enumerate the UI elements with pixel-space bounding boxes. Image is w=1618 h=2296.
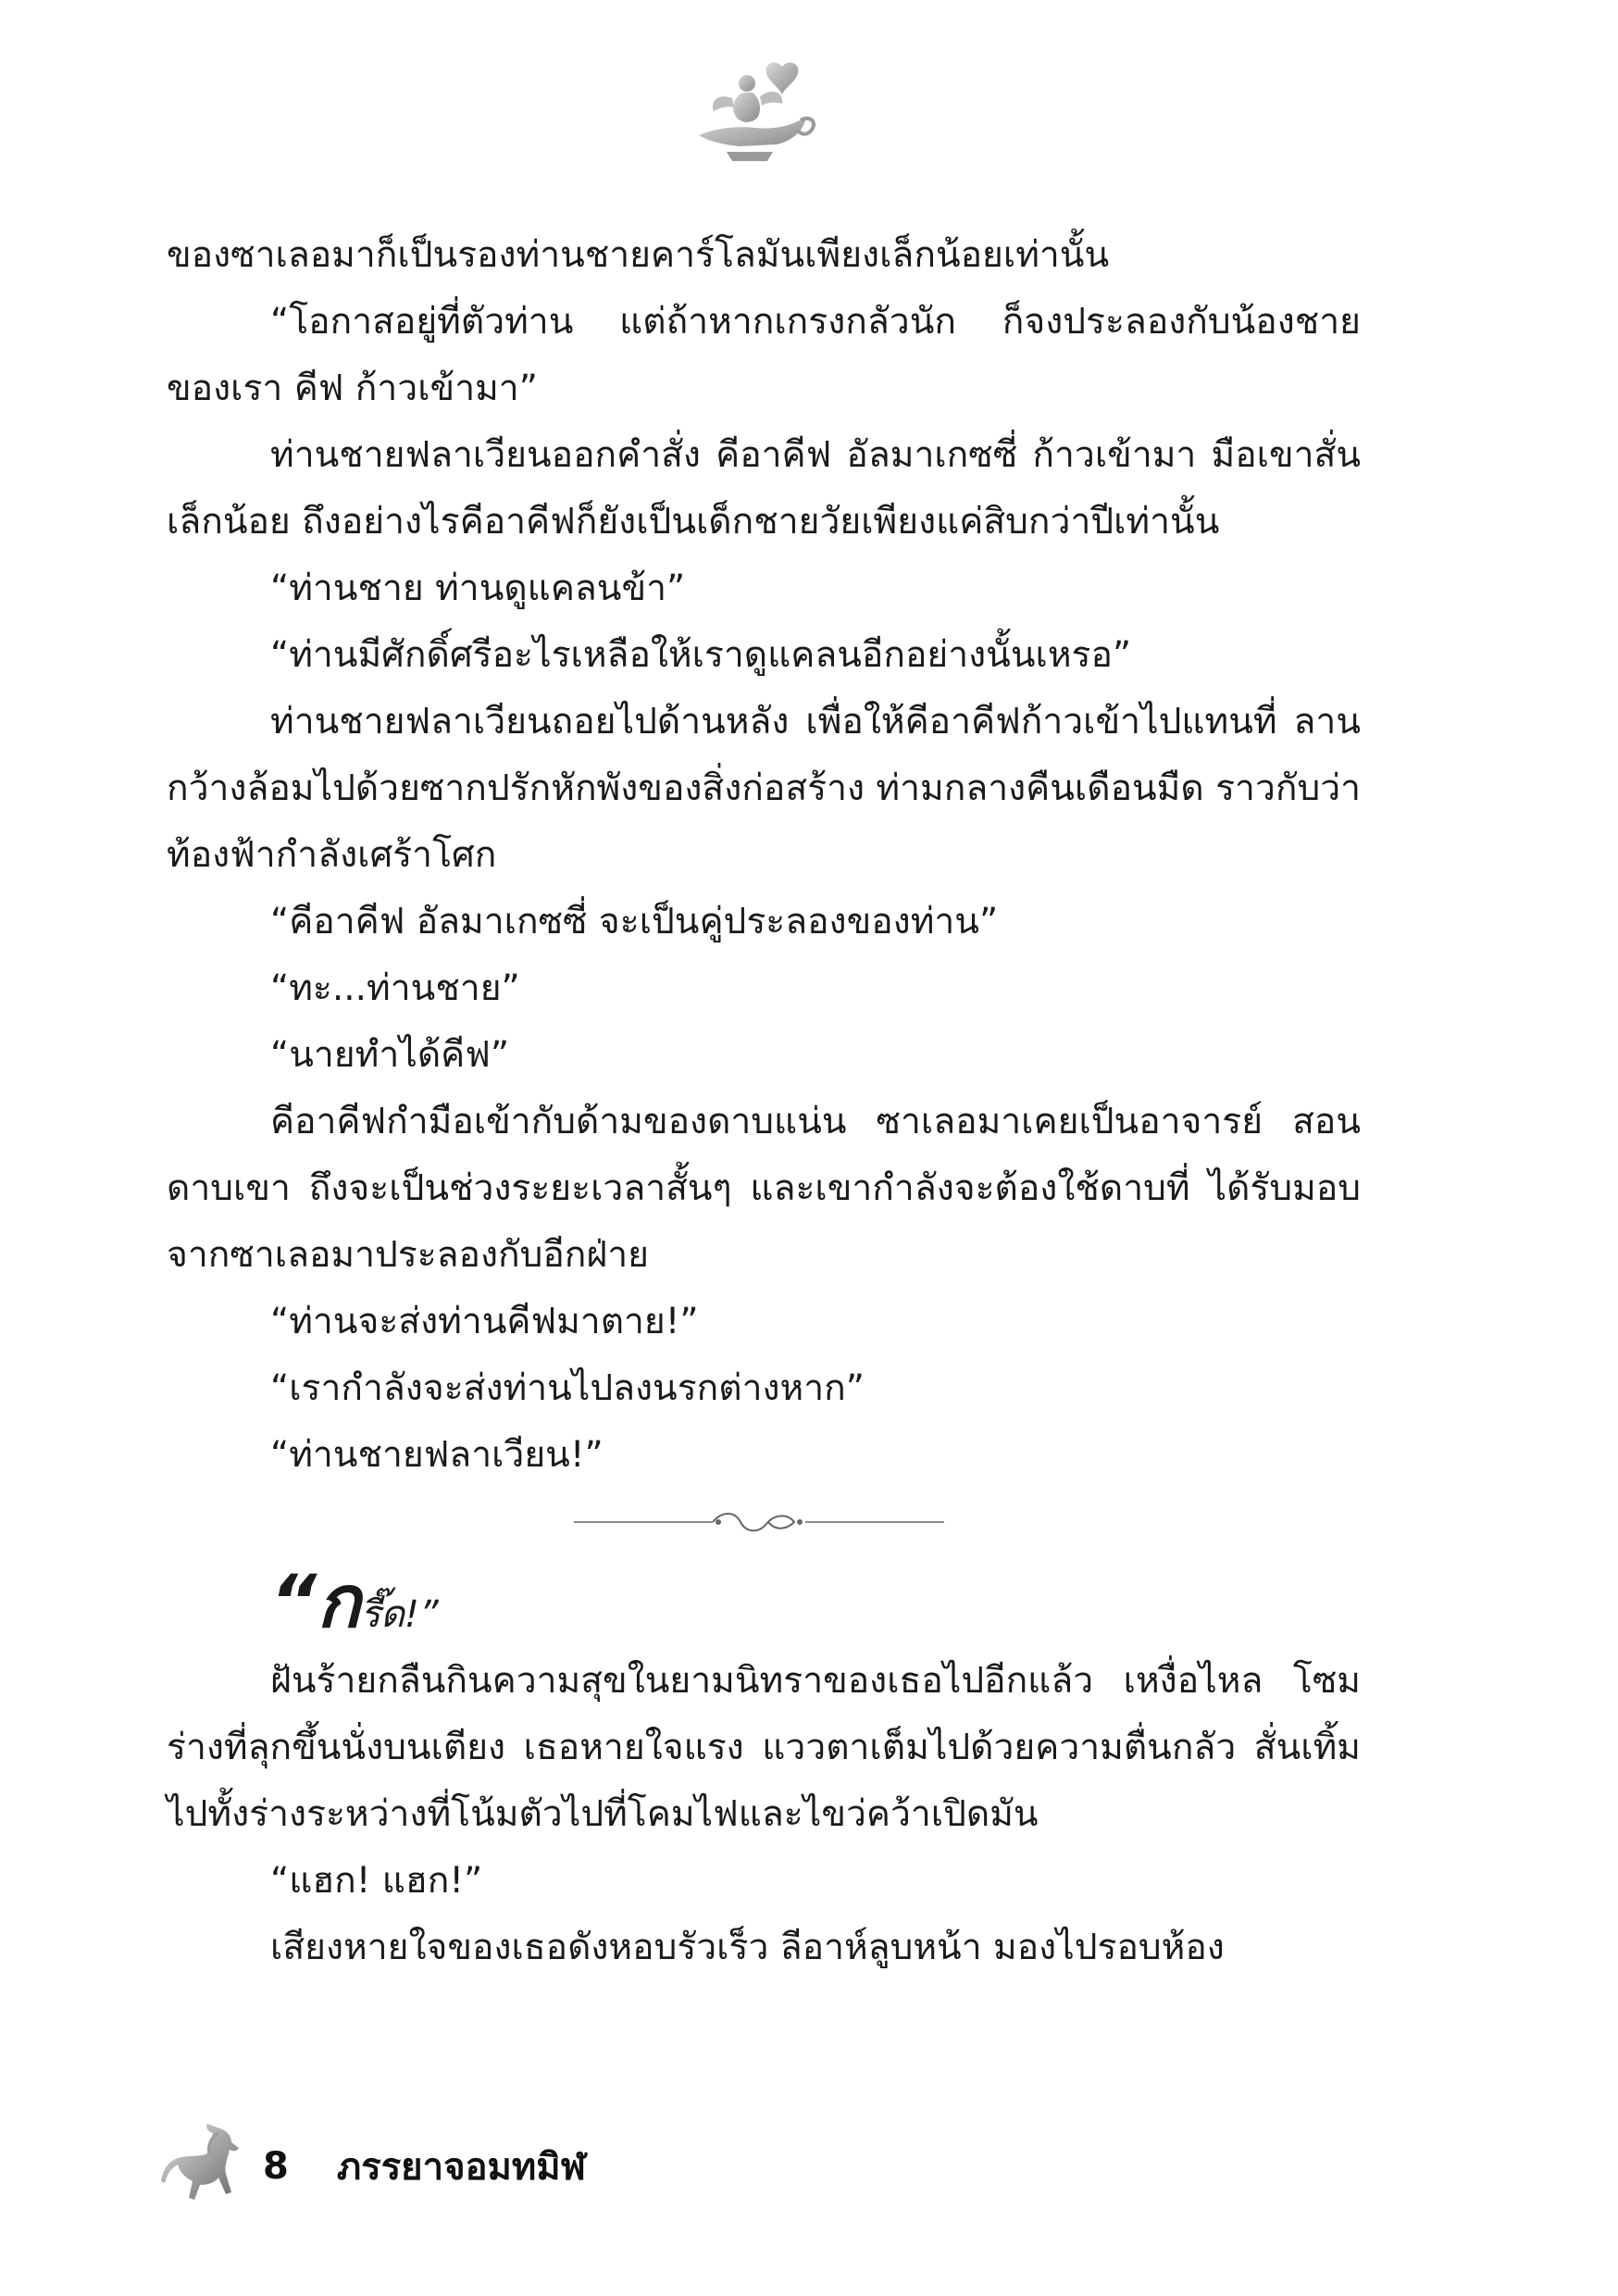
flourish-divider-icon [574, 1504, 944, 1541]
paragraph: “นายทำได้คีฟ” [270, 1034, 510, 1076]
paragraph: “ท่านจะส่งท่านคีฟมาตาย!” [270, 1301, 699, 1342]
paragraph: “ท่านชายฟลาเวียน!” [270, 1434, 604, 1476]
body-text [167, 222, 1361, 1981]
page-number: 8 [263, 2145, 289, 2188]
paragraph: “โอกาสอยู่ที่ตัวท่าน แต่ถ้าหากเกรงกลัวนัก ก็จงประลองกับน้องชาย ของเรา คีฟ ก้าวเข้ามา” [167, 301, 1361, 409]
book-title: ภรรยาจอมทมิฬ [336, 2146, 586, 2189]
paragraph: เสียงหายใจของเธอดังหอบรัวเร็ว ลีอาห์ลูบหน้า มองไปรอบห้อง [270, 1927, 1225, 1968]
paragraph: ของซาเลอมาก็เป็นรองท่านชายคาร์โลมันเพียงเล็กน้อยเท่านั้น [167, 234, 1110, 276]
paragraph: ท่านชายฟลาเวียนถอยไปด้านหลัง เพื่อให้คีอาคีฟก้าวเข้าไปแทนที่ ลานกว้างล้อมไปด้วยซากปรักหักพังของสิ่งก่อสร้าง ท่ามกลางคืนเดือนมืด ราวกับว่าท้องฟ้ากำลังเศร้าโศก [167, 701, 1362, 876]
sound-effect [167, 1557, 1361, 1648]
paragraph: ท่านชายฟลาเวียนออกคำสั่ง คีอาคีฟ อัลมาเกซซี่ ก้าวเข้ามา มือเขาสั่นเล็กน้อย ถึงอย่างไรคีอาคีฟก็ยังเป็นเด็กชายวัยเพียงแค่สิบกว่าปีเท่านั้น [167, 434, 1361, 543]
paragraph: “เรากำลังจะส่งท่านไปลงนรกต่างหาก” [270, 1367, 865, 1409]
sound-effect-initial: “ก [270, 1561, 361, 1644]
horse-icon [157, 2120, 250, 2213]
page-footer [157, 2120, 990, 2213]
paragraph: “ทะ...ท่านชาย” [270, 967, 520, 1009]
paragraph: “คีอาคีฟ อัลมาเกซซี่ จะเป็นคู่ประลองของท่าน” [270, 901, 999, 942]
paragraph: คีอาคีฟกำมือเข้ากับด้ามของดาบแน่น ซาเลอมาเคยเป็นอาจารย์ สอนดาบเขา ถึงจะเป็นช่วงระยะเวลาสั้นๆ และเขากำลังจะต้องใช้ดาบที่ ได้รับมอบจากซาเลอมาประลองกับอีกฝ่าย [167, 1101, 1361, 1276]
paragraph: “ท่านมีศักดิ์ศรีอะไรเหลือให้เราดูแคลนอีกอย่างนั้นเหรอ” [270, 634, 1132, 676]
flourish-divider [167, 1496, 1361, 1552]
paragraph: ฝันร้ายกลืนกินความสุขในยามนิทราของเธอไปอีกแล้ว เหงื่อไหล โซมร่างที่ลุกขึ้นนั่งบนเตียง เธอหายใจแรง แววตาเต็มไปด้วยความตื่นกลัว สั่นเทิ้มไปทั้งร่างระหว่างที่โน้มตัวไปที่โคมไฟและไขว่คว้าเปิดมัน [167, 1660, 1361, 1835]
paragraph: “ท่านชาย ท่านดูแคลนข้า” [270, 568, 686, 609]
sound-effect-rest: รี๊ด!” [360, 1593, 439, 1636]
cupid-lamp-icon [690, 56, 819, 167]
paragraph: “แฮก! แฮก!” [270, 1860, 483, 1902]
